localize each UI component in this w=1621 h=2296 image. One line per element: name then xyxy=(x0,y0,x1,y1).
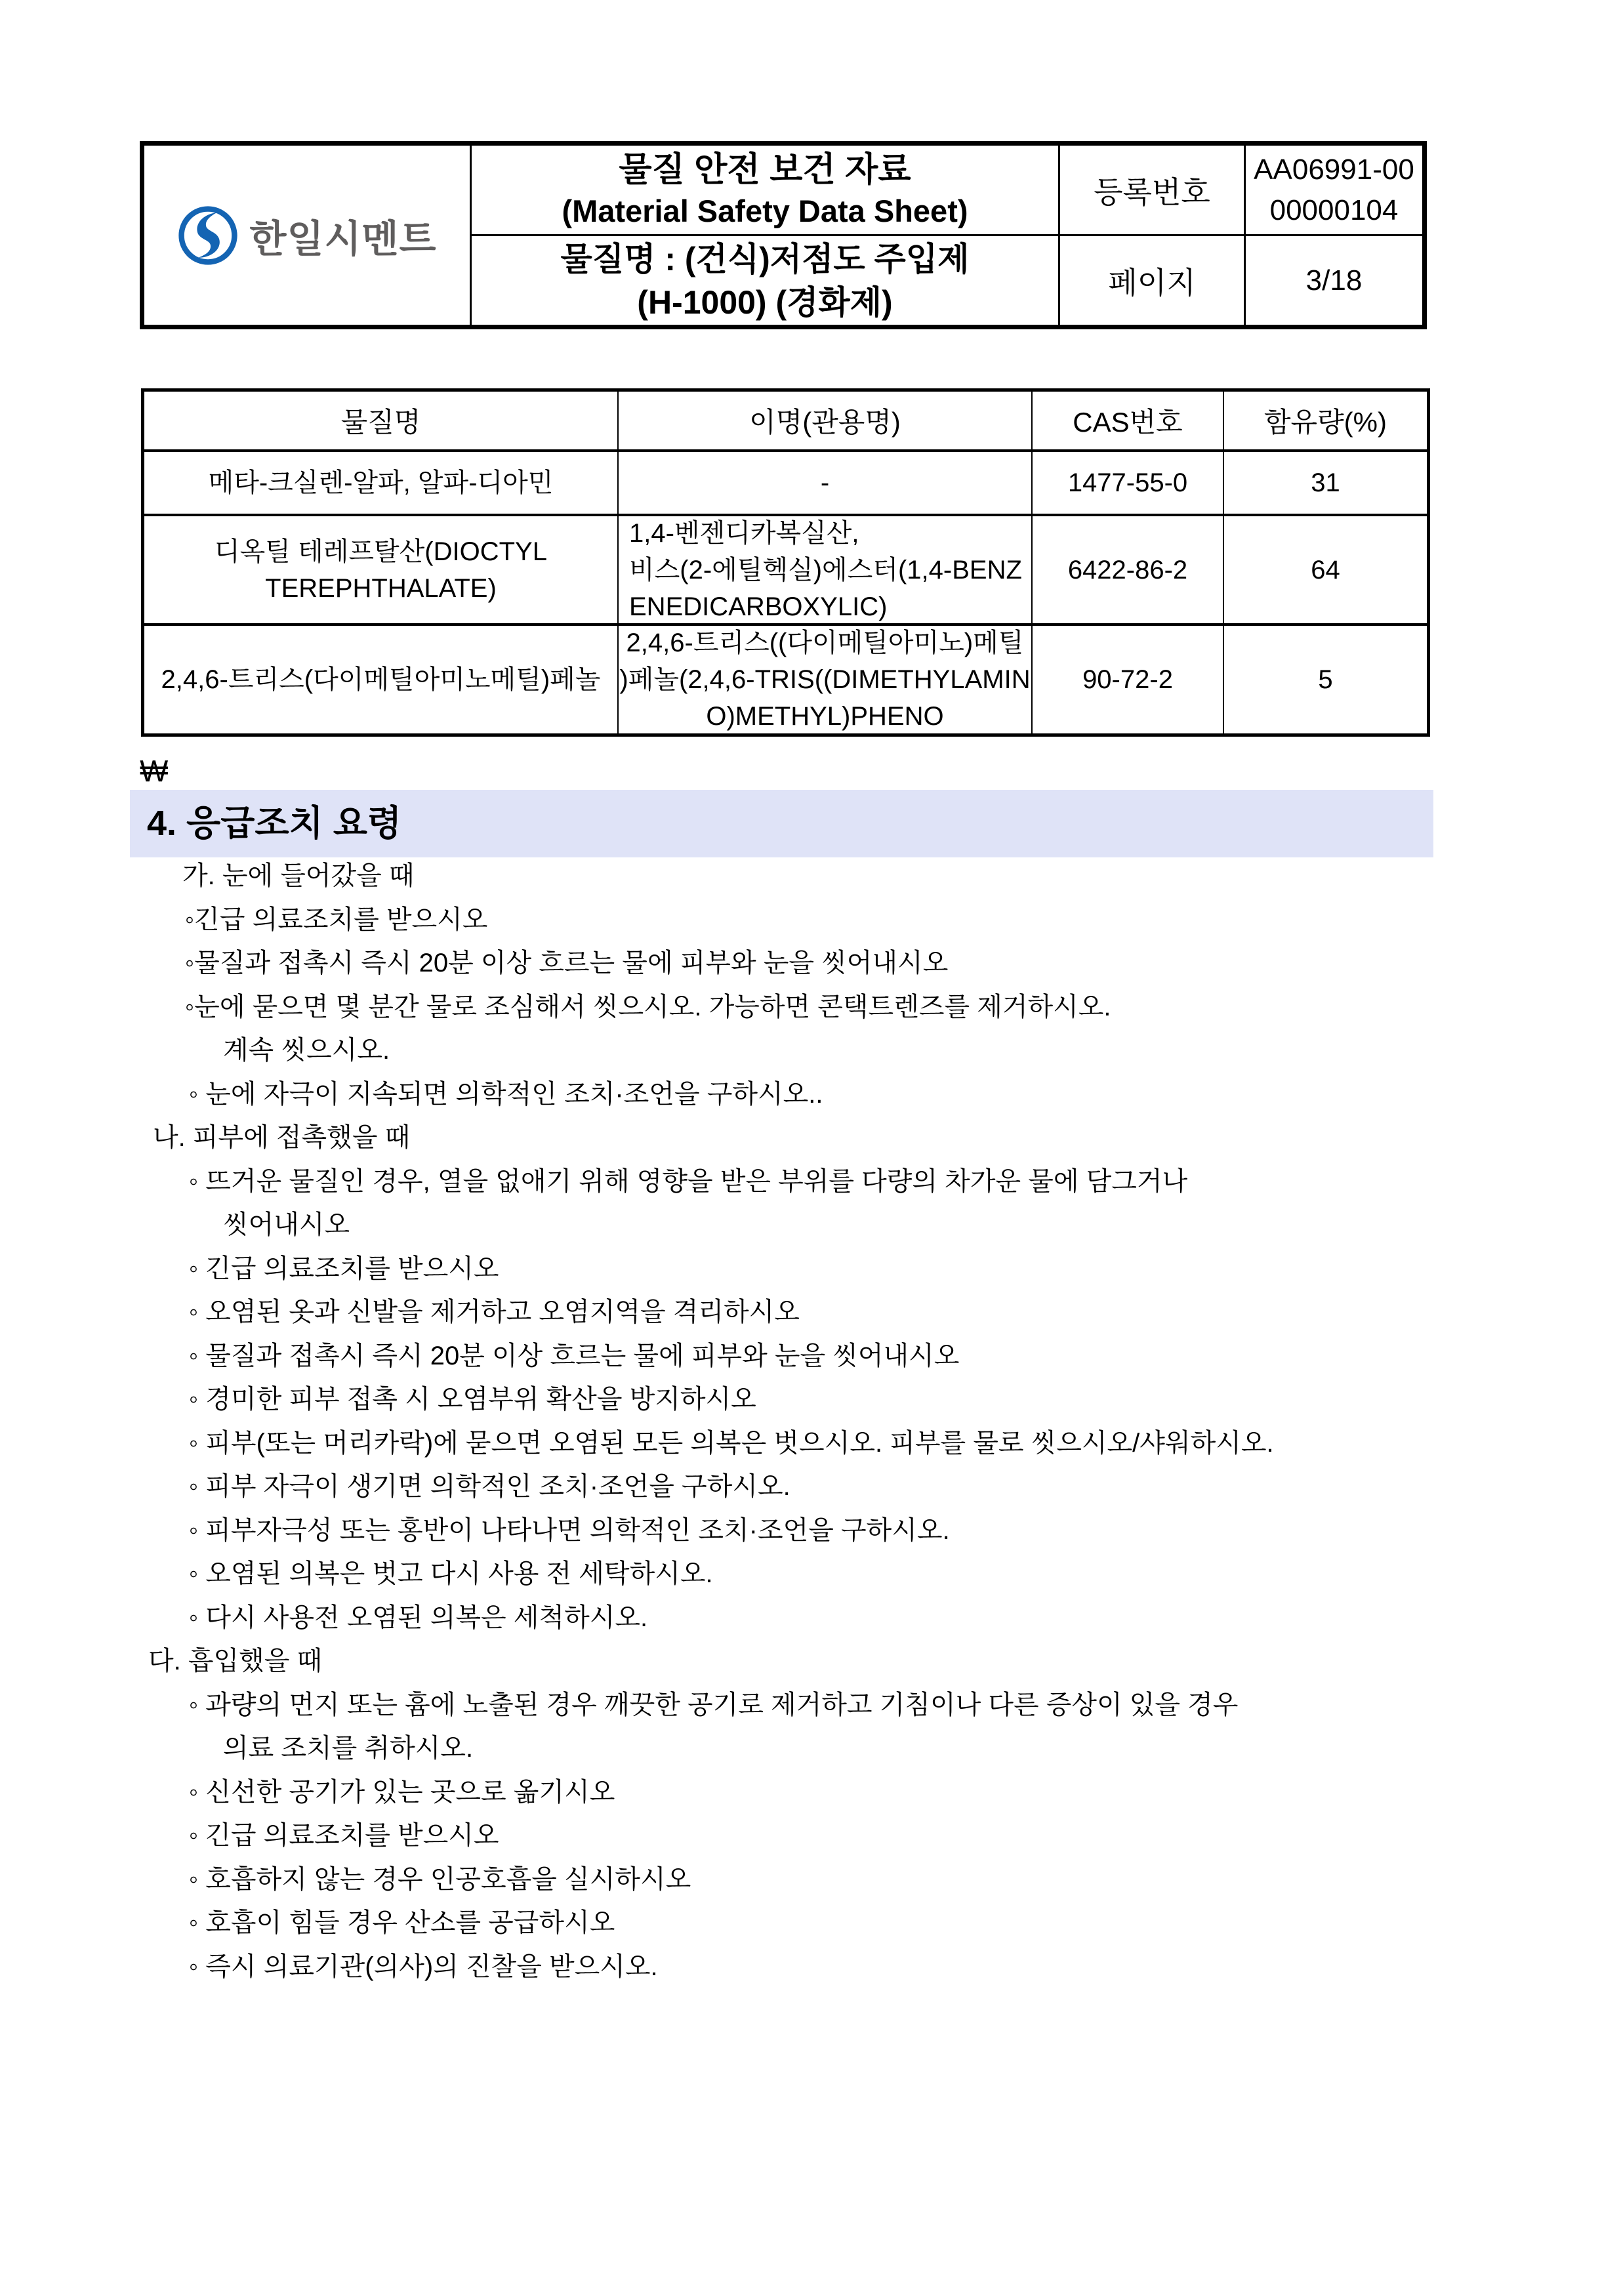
table-cell-line: )페놀(2,4,6-TRIS((DIMETHYLAMIN xyxy=(619,665,1031,694)
cell-amount-percent xyxy=(1223,452,1427,514)
material-name-cell xyxy=(470,234,1058,325)
cell-substance-name xyxy=(144,626,617,733)
cell-amount-percent xyxy=(1223,626,1427,733)
body-line: 의료 조치를 취하시오. xyxy=(223,1734,474,1763)
table-row xyxy=(144,514,1427,623)
body-line: ◦ 긴급 의료조치를 받으시오 xyxy=(189,1821,499,1850)
body-line: ◦ 긴급 의료조치를 받으시오 xyxy=(189,1254,499,1283)
section-heading: 4. 응급조치 요령 xyxy=(147,804,402,843)
table-cell-line: 90-72-2 xyxy=(1082,665,1173,694)
body-line: ◦물질과 접촉시 즉시 20분 이상 흐르는 물에 피부와 눈을 씻어내시오 xyxy=(185,949,949,977)
cell-cas-number xyxy=(1031,452,1223,514)
document-title-korean: 물질 안전 보건 자료 xyxy=(619,150,911,189)
body-line: ◦ 물질과 접촉시 즉시 20분 이상 흐르는 물에 피부와 눈을 씻어내시오 xyxy=(189,1341,960,1370)
page-label: 페이지 xyxy=(1058,234,1244,325)
table-cell-line: 6422-86-2 xyxy=(1067,555,1188,584)
table-cell-line: - xyxy=(820,468,830,497)
document-header-table xyxy=(140,141,1427,329)
body-line: 나. 피부에 접촉했을 때 xyxy=(153,1123,411,1152)
registration-number-label: 등록번호 xyxy=(1058,146,1244,234)
table-cell-line: 5 xyxy=(1318,665,1333,694)
body-line: ◦ 오염된 옷과 신발을 제거하고 오염지역을 격리하시오 xyxy=(189,1298,800,1326)
column-header-substance: 물질명 xyxy=(340,407,421,438)
table-header-row xyxy=(144,392,1427,449)
first-aid-measures-list xyxy=(0,854,1621,1988)
document-title-english: (Material Safety Data Sheet) xyxy=(562,193,968,228)
body-line: ◦ 과량의 먼지 또는 흄에 노출된 경우 깨끗한 공기로 제거하고 기침이나 다른 증상이 있을 경우 xyxy=(189,1690,1239,1719)
body-line: 씻어내시오 xyxy=(223,1210,350,1239)
cell-amount-percent xyxy=(1223,516,1427,623)
composition-table xyxy=(141,388,1430,737)
body-line: ◦ 피부자극성 또는 홍반이 나타나면 의학적인 조치·조언을 구하시오. xyxy=(189,1515,950,1545)
body-line: ◦ 호흡이 힘들 경우 산소를 공급하시오 xyxy=(189,1908,615,1937)
body-line: ◦ 다시 사용전 오염된 의복은 세척하시오. xyxy=(189,1603,648,1632)
column-header-amount: 함유량(%) xyxy=(1223,392,1427,449)
registration-number-value: AA06991-00 00000104 xyxy=(1244,146,1422,234)
body-line: ◦ 피부 자극이 생기면 의학적인 조치·조언을 구하시오. xyxy=(189,1472,790,1501)
body-line: ◦ 호흡하지 않는 경우 인공호흡을 실시하시오 xyxy=(189,1864,691,1894)
cell-cas-number xyxy=(1031,516,1223,623)
hanil-cement-logo-icon xyxy=(177,205,239,266)
company-logo xyxy=(144,146,470,325)
table-cell-line: TEREPHTHALATE) xyxy=(265,573,497,603)
body-line: 가. 눈에 들어갔을 때 xyxy=(182,861,415,890)
body-line: ◦긴급 의료조치를 받으시오 xyxy=(185,905,488,934)
table-cell-line: 1477-55-0 xyxy=(1067,468,1188,497)
table-row xyxy=(144,623,1427,733)
cell-alias-name xyxy=(617,452,1031,514)
body-line: ◦ 신선한 공기가 있는 곳으로 옮기시오 xyxy=(189,1777,615,1807)
table-cell-line: 메타-크실렌-알파, 알파-디아민 xyxy=(208,468,554,497)
cell-alias-name xyxy=(617,626,1031,733)
body-line: ◦ 즉시 의료기관(의사)의 진찰을 받으시오. xyxy=(189,1952,658,1981)
material-name-line2: (H-1000) (경화제) xyxy=(637,283,893,321)
table-cell-line: 64 xyxy=(1311,555,1340,584)
body-line: 계속 씻으시오. xyxy=(223,1036,390,1065)
body-line: 다. 흡입했을 때 xyxy=(148,1647,323,1675)
column-header-alias: 이명(관용명) xyxy=(617,392,1031,449)
body-line: ◦ 뜨거운 물질인 경우, 열을 없애기 위해 영향을 받은 부위를 다량의 차가운 물에 담그거나 xyxy=(189,1166,1188,1196)
table-cell-line: ENEDICARBOXYLIC) xyxy=(629,592,888,621)
cell-alias-name xyxy=(617,516,1031,623)
body-line: ◦눈에 묻으면 몇 분간 물로 조심해서 씻으시오. 가능하면 콘택트렌즈를 제거하시오. xyxy=(185,992,1111,1021)
won-sign-mark: ₩ xyxy=(140,754,169,788)
body-line: ◦ 오염된 의복은 벗고 다시 사용 전 세탁하시오. xyxy=(189,1559,713,1588)
column-header-cas: CAS번호 xyxy=(1031,392,1223,449)
table-cell-line: 1,4-벤젠디카복실산, xyxy=(629,518,859,548)
cell-substance-name xyxy=(144,452,617,514)
table-cell-line: 2,4,6-트리스((다이메틸아미노)메틸 xyxy=(626,628,1024,657)
table-cell-line: 2,4,6-트리스(다이메틸아미노메틸)페놀 xyxy=(161,665,601,694)
table-cell-line: O)METHYL)PHENO xyxy=(706,702,944,731)
page-number: 3/18 xyxy=(1244,234,1422,325)
company-name: 한일시멘트 xyxy=(249,217,437,260)
cell-cas-number xyxy=(1031,626,1223,733)
material-name-line1: 물질명 : (건식)저점도 주입제 xyxy=(560,240,970,277)
document-title-cell xyxy=(470,146,1058,234)
body-line: ◦ 눈에 자극이 지속되면 의학적인 조치·조언을 구하시오.. xyxy=(189,1079,823,1109)
section-heading-band xyxy=(130,790,1433,857)
table-cell-line: 31 xyxy=(1311,468,1340,497)
cell-substance-name xyxy=(144,516,617,623)
table-row xyxy=(144,449,1427,514)
table-cell-line: 디옥틸 테레프탈산(DIOCTYL xyxy=(215,537,547,566)
table-cell-line: 비스(2-에틸헥실)에스터(1,4-BENZ xyxy=(629,555,1022,584)
body-line: ◦ 피부(또는 머리카락)에 묻으면 오염된 모든 의복은 벗으시오. 피부를 물로 씻으시오/샤워하시오. xyxy=(189,1428,1274,1458)
body-line: ◦ 경미한 피부 접촉 시 오염부위 확산을 방지하시오 xyxy=(189,1385,756,1414)
